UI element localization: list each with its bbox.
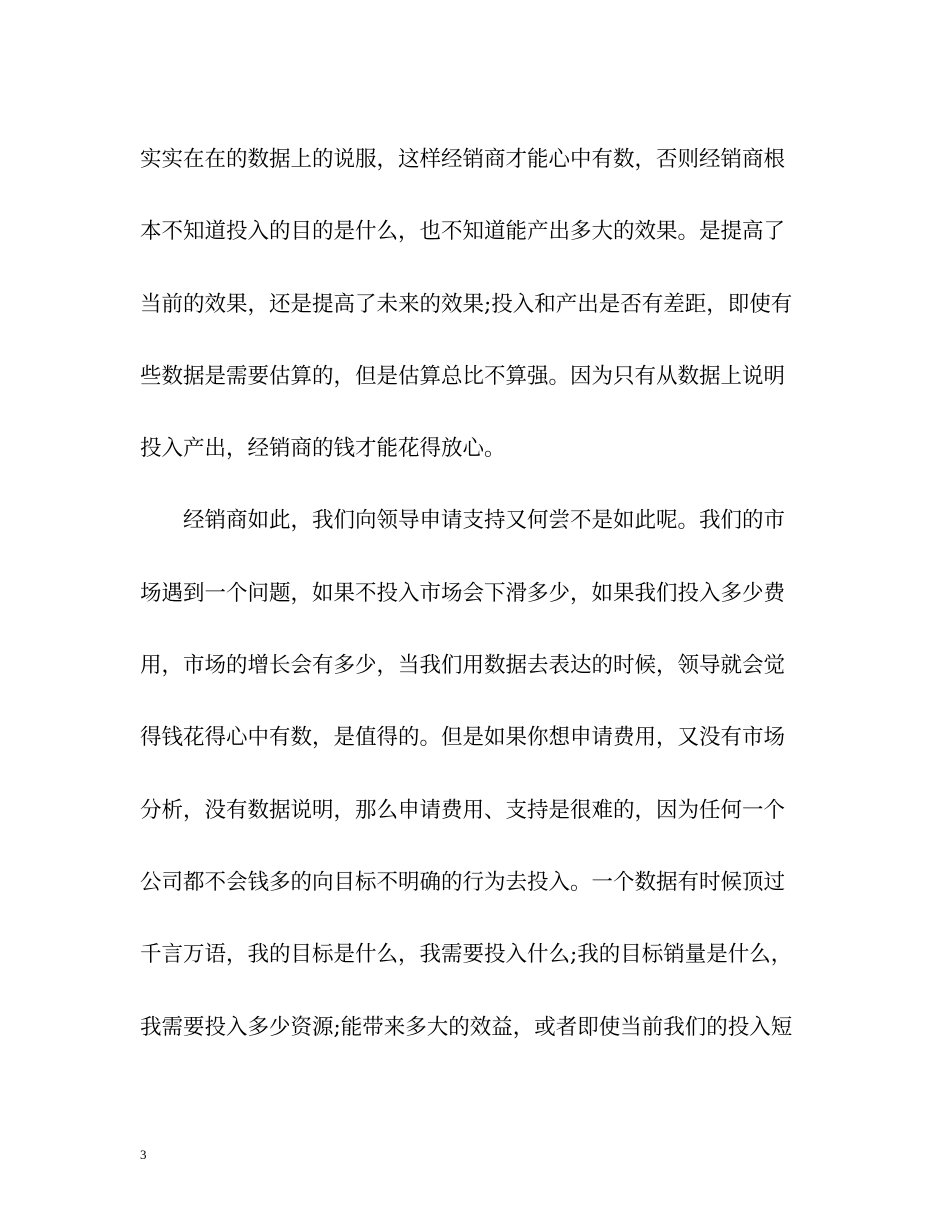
text-line-12: 千言万语，我的目标是什么，我需要投入什么;我的目标销量是什么，: [140, 942, 793, 968]
body-text: [140, 138, 810, 1078]
text-line-13: 我需要投入多少资源;能带来多大的效益，或者即使当前我们的投入短: [140, 1014, 793, 1040]
text-line-6: 经销商如此，我们向领导申请支持又何尝不是如此呢。我们的市: [183, 508, 786, 534]
text-line-1: 实实在在的数据上的说服，这样经销商才能心中有数，否则经销商根: [140, 147, 786, 172]
text-line-2: 本不知道投入的目的是什么，也不知道能产出多大的效果。是提高了: [140, 219, 786, 245]
page-number: 3: [140, 1147, 147, 1162]
text-line-8: 用，市场的增长会有多少，当我们用数据去表达的时候，领导就会觉: [140, 653, 786, 679]
text-line-5: 投入产出，经销商的钱才能花得放心。: [140, 436, 506, 462]
text-line-11: 公司都不会钱多的向目标不明确的行为去投入。一个数据有时候顶过: [140, 869, 786, 895]
text-line-9: 得钱花得心中有数，是值得的。但是如果你想申请费用，又没有市场: [140, 725, 786, 751]
text-line-4: 些数据是需要估算的，但是估算总比不算强。因为只有从数据上说明: [140, 363, 786, 389]
text-line-10: 分析，没有数据说明，那么申请费用、支持是很难的，因为任何一个: [140, 797, 786, 823]
text-line-7: 场遇到一个问题，如果不投入市场会下滑多少，如果我们投入多少费: [140, 580, 786, 606]
text-line-3: 当前的效果，还是提高了未来的效果;投入和产出是否有差距，即使有: [140, 291, 793, 317]
